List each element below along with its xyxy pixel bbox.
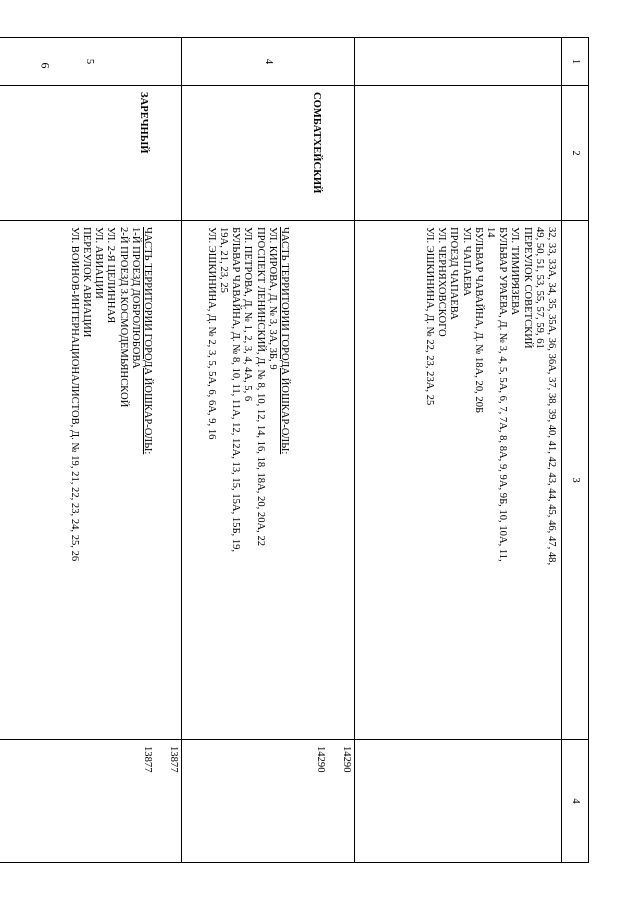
population-cell (182, 740, 355, 863)
header-col-1: 1 (562, 38, 589, 86)
table-header-row (562, 38, 589, 863)
address-heading: ЧАСТЬ ТЕРРИТОРИИ ГОРОДА ЙОШКАР-ОЛЫ: (142, 227, 153, 455)
header-col-3: 3 (562, 221, 589, 740)
rotated-document-page (68, 37, 589, 862)
address-line: БУЛЬВАР ЧАВАЙНА, Д. № 18А, 20, 20Б (472, 227, 484, 414)
address-line: ПРОСПЕКТ ЛЕНИНСКИЙ, Д. № 8, 10, 12, 14, 16, 18, 18А, 20, 20А, 22 (254, 227, 266, 547)
address-list (355, 221, 562, 740)
population-value: 14290 (341, 746, 352, 773)
address-line: УЛ. ЧЕРНЯХОВСКОГО (436, 227, 448, 337)
address-line: БУЛЬВАР УРАЕВА, Д. № 3, 4, 5, 5А, 6, 7, 7А, 8, 8А, 9, 9А, 9Б, 10, 10А, 11, (497, 227, 509, 562)
population-cell (355, 740, 562, 863)
address-line: УЛ. ЧАПАЕВА (460, 227, 472, 297)
address-line: ПЕРЕУЛОК АВИАЦИИ (80, 227, 92, 338)
district-number: 4 (182, 38, 355, 86)
address-line: 49, 50, 51, 53, 55, 57, 59, 61 (533, 227, 545, 349)
address-line: ПЕРЕУЛОК СОВЕТСКИЙ (521, 227, 533, 349)
address-line: УЛ. КИРОВА, Д. № 3, 3А, 3Б, 9 (266, 227, 278, 370)
address-line: УЛ. ТИМИРЯЗЕВА (509, 227, 521, 316)
address-line: 2-Й ПРОЕЗД З.КОСМОДЕМЬЯНСКОЙ (117, 227, 129, 408)
districts-table (0, 37, 589, 863)
population-value: 14290 (314, 746, 326, 773)
address-line: 1-Й ПРОЕЗД ДОБРОЛЮБОВА (129, 227, 141, 369)
header-col-2: 2 (562, 86, 589, 221)
population-value: 13877 (141, 746, 153, 773)
address-line: УЛ. 2-Я ЦЕЛИННАЯ (105, 227, 117, 324)
district-name: СОМБАТХЕЙСКИЙ (182, 86, 355, 221)
address-heading: ЧАСТЬ ТЕРРИТОРИИ ГОРОДА ЙОШКАР-ОЛЫ: (279, 227, 290, 455)
address-line: 19А, 21, 23, 25 (217, 227, 229, 293)
address-line: УЛ. ЭШКИНИНА, Д. № 22, 23, 23А, 25 (423, 227, 435, 406)
address-line: 14 (484, 227, 496, 238)
population-value: 13877 (168, 746, 179, 773)
district-number: 5 (0, 38, 182, 86)
population-cell (0, 740, 182, 863)
header-col-4: 4 (562, 740, 589, 863)
address-line: УЛ. ВОИНОВ-ИНТЕРНАЦИОНАЛИСТОВ, Д. № 19, 21, 22, 23, 24, 25, 26 (68, 227, 80, 562)
table-row (355, 38, 562, 863)
address-line: УЛ. ПЕТРОВА, Д. № 1, 2, 3, 4, 4А, 5, 6 (242, 227, 254, 402)
address-list (182, 221, 355, 740)
district-name: ЗАРЕЧНЫЙ (0, 86, 182, 221)
address-line: 32, 33, 33А, 34, 35, 35А, 36, 36А, 37, 38, 39, 40, 41, 42, 43, 44, 45, 46, 47, 48, (546, 227, 557, 566)
district-number (355, 38, 562, 86)
table-row (182, 38, 355, 863)
table-row (0, 38, 182, 863)
address-line: УЛ. АВИАЦИИ (93, 227, 105, 299)
page-number: 6 (38, 62, 53, 69)
address-line: БУЛЬВАР ЧАВАЙНА, Д. № 8, 10, 11, 11А, 12, 12А, 13, 15, 15А, 15Б, 19, (230, 227, 242, 553)
district-name (355, 86, 562, 221)
address-list (0, 221, 182, 740)
address-line: УЛ. ЭШКИНИНА, Д. № 2, 3, 5, 5А, 6, 6А, 9, 16 (205, 227, 217, 440)
address-line: ПРОЕЗД ЧАПАЕВА (448, 227, 460, 320)
